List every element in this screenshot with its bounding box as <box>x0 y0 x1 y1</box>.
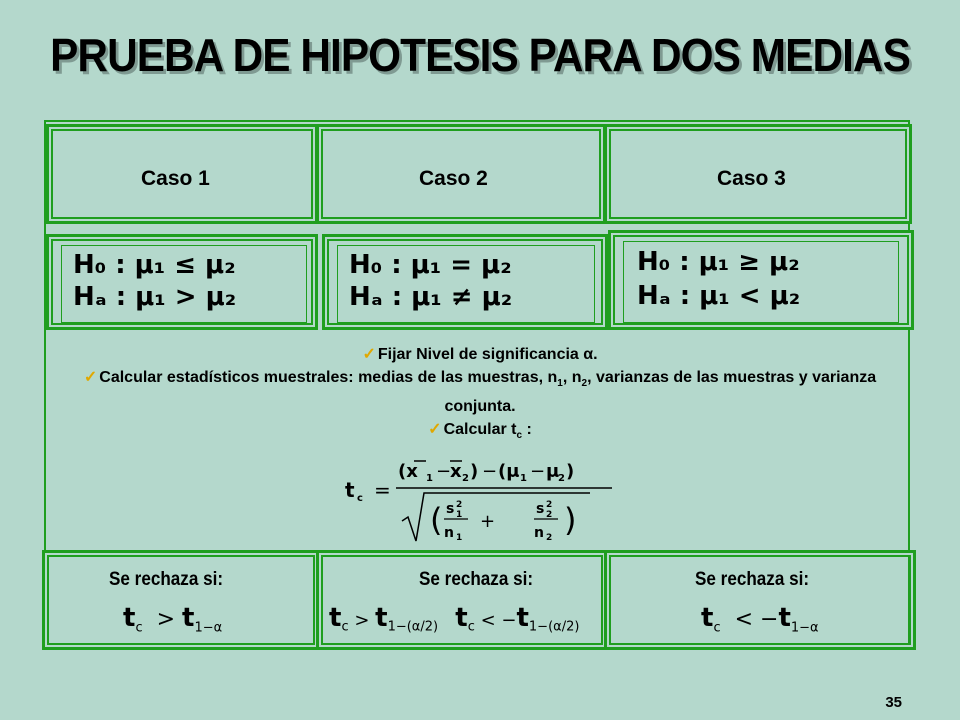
svg-text:1: 1 <box>426 473 433 484</box>
case-2-rej-label: Se rechaza si: <box>419 569 534 590</box>
case-3-rejection <box>604 550 916 650</box>
check-icon: ✓ <box>83 369 98 386</box>
case-1-label: Caso 1 <box>141 167 210 190</box>
svg-text:μ: μ <box>546 461 560 482</box>
case-2-h0: H₀ : μ₁ = μ₂ <box>349 250 512 280</box>
svg-text:2: 2 <box>546 500 553 510</box>
page-title: PRUEBA DE HIPOTESIS PARA DOS MEDIAS <box>50 29 910 81</box>
svg-text:t: t <box>345 478 355 502</box>
case-2-rejection <box>316 550 608 650</box>
case-2-hypotheses <box>322 234 608 330</box>
case-1-header <box>46 124 318 224</box>
case-3-hypotheses <box>608 230 914 330</box>
svg-text:(x: (x <box>398 461 418 482</box>
svg-text:): ) <box>564 501 577 539</box>
svg-text:s: s <box>536 501 545 517</box>
case-2-label: Caso 2 <box>419 167 488 190</box>
procedure-steps <box>70 343 890 447</box>
svg-text:−: − <box>436 461 452 482</box>
case-3-ha: Hₐ : μ₁ < μ₂ <box>637 281 801 311</box>
case-1-ha: Hₐ : μ₁ > μ₂ <box>73 282 237 312</box>
svg-text:−: − <box>530 461 546 482</box>
step-compute-tc: ✓ Calcular $t_c$ : <box>428 421 532 442</box>
case-3-header <box>604 124 912 224</box>
svg-text:1: 1 <box>456 533 463 543</box>
tc-formula <box>340 455 630 545</box>
case-1-rejection <box>42 550 320 650</box>
svg-text:(μ: (μ <box>498 461 520 482</box>
case-3-rule: $t_c < -t_{1-\alpha}$ <box>701 603 819 636</box>
svg-text:n: n <box>444 525 454 541</box>
check-icon: ✓ <box>428 421 442 439</box>
svg-text:2: 2 <box>546 510 553 520</box>
svg-text:x: x <box>450 461 462 482</box>
case-1-h0: H₀ : μ₁ ≤ μ₂ <box>73 250 236 280</box>
case-2-ha: Hₐ : μ₁ ≠ μ₂ <box>349 282 513 312</box>
svg-text:n: n <box>534 525 544 541</box>
case-1-rule: $t_c > t_{1-\alpha}$ <box>123 603 223 636</box>
svg-text:2: 2 <box>546 533 553 543</box>
case-1-hypotheses <box>46 234 318 330</box>
case-1-rej-label: Se rechaza si: <box>109 569 224 590</box>
step-significance: ✓ Fijar Nivel de significancia α. <box>362 346 598 363</box>
case-2-rule: $t_c > t_{1-(\alpha/2)}$ $t_c < -t_{1-(\alpha/2)}$ <box>329 603 580 635</box>
svg-text:=: = <box>374 478 391 502</box>
svg-text:−: − <box>482 461 498 482</box>
svg-text:(: ( <box>430 501 443 539</box>
svg-text:2: 2 <box>558 473 565 484</box>
svg-text:1: 1 <box>520 473 527 484</box>
svg-text:1: 1 <box>456 510 463 520</box>
case-3-rej-label: Se rechaza si: <box>695 569 810 590</box>
svg-text:2: 2 <box>462 473 469 484</box>
svg-text:): ) <box>470 461 479 482</box>
case-3-label: Caso 3 <box>717 167 786 190</box>
page-number: 35 <box>885 694 902 711</box>
svg-text:+: + <box>480 511 496 532</box>
check-icon: ✓ <box>362 346 376 363</box>
step-statistics: ✓ Calcular estadísticos muestrales: medias de las muestras, $n_1$, $n_2$, varianzas de las muestras y varianza conjunta. <box>83 369 877 416</box>
case-2-header <box>316 124 606 224</box>
svg-text:2: 2 <box>456 500 463 510</box>
svg-text:c: c <box>357 493 363 504</box>
svg-text:s: s <box>446 501 455 517</box>
case-3-h0: H₀ : μ₁ ≥ μ₂ <box>637 247 800 277</box>
svg-text:): ) <box>566 461 575 482</box>
